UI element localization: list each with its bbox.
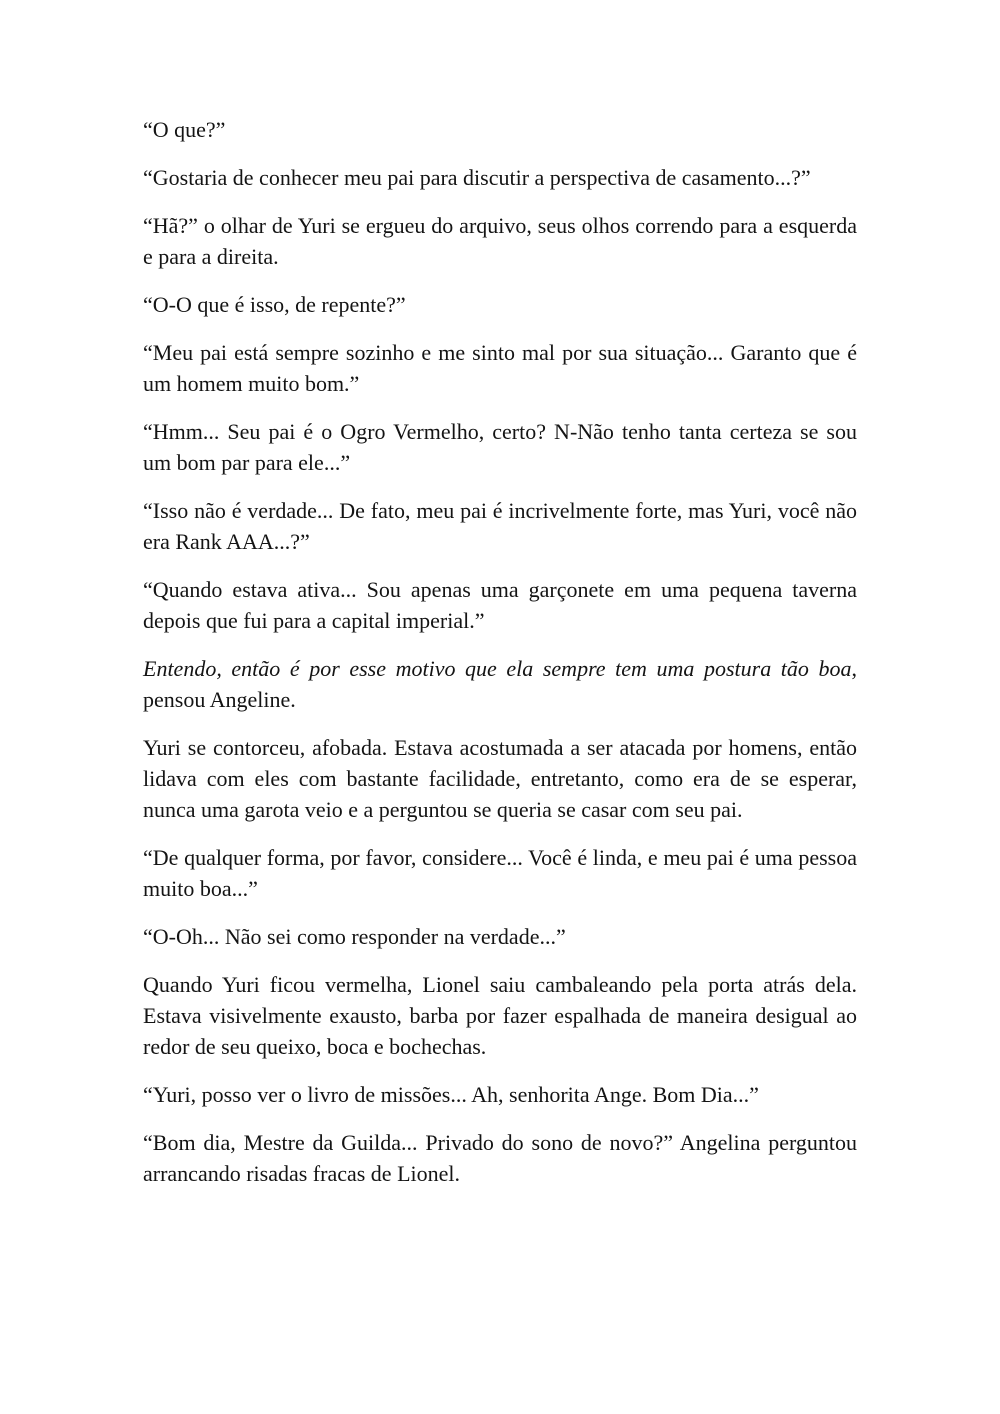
paragraph: “Bom dia, Mestre da Guilda... Privado do sono de novo?” Angelina perguntou arrancando risadas fracas de Lionel. bbox=[143, 1130, 857, 1186]
paragraph: “O que?” bbox=[143, 117, 226, 142]
thought-attribution: , pensou Angeline. bbox=[143, 656, 857, 712]
paragraph: “Gostaria de conhecer meu pai para discutir a perspectiva de casamento...?” bbox=[143, 165, 811, 190]
paragraph: “De qualquer forma, por favor, considere... Você é linda, e meu pai é uma pessoa muito boa...” bbox=[143, 845, 857, 901]
paragraph: Quando Yuri ficou vermelha, Lionel saiu cambaleando pela porta atrás dela. Estava visivelmente exausto, barba por fazer espalhada de maneira desigual ao redor de seu queixo, boca e bochechas. bbox=[143, 972, 857, 1059]
paragraph: “Quando estava ativa... Sou apenas uma garçonete em uma pequena taverna depois que fui para a capital imperial.” bbox=[143, 577, 857, 633]
paragraph: “Yuri, posso ver o livro de missões... Ah, senhorita Ange. Bom Dia...” bbox=[143, 1082, 759, 1107]
paragraph: “Hmm... Seu pai é o Ogro Vermelho, certo? N-Não tenho tanta certeza se sou um bom par para ele...” bbox=[143, 419, 857, 475]
paragraph: “Meu pai está sempre sozinho e me sinto mal por sua situação... Garanto que é um homem muito bom.” bbox=[143, 340, 857, 396]
paragraph: “Hã?” o olhar de Yuri se ergueu do arquivo, seus olhos correndo para a esquerda e para a direita. bbox=[143, 213, 857, 269]
paragraph: “O-O que é isso, de repente?” bbox=[143, 292, 406, 317]
paragraph: “Isso não é verdade... De fato, meu pai é incrivelmente forte, mas Yuri, você não era Rank AAA...?” bbox=[143, 498, 857, 554]
paragraph-italic-thought bbox=[143, 653, 857, 715]
document-page bbox=[143, 114, 857, 1206]
paragraph: “O-Oh... Não sei como responder na verdade...” bbox=[143, 924, 566, 949]
italic-thought-text: Entendo, então é por esse motivo que ela sempre tem uma postura tão boa bbox=[143, 656, 852, 681]
paragraph: Yuri se contorceu, afobada. Estava acostumada a ser atacada por homens, então lidava com eles com bastante facilidade, entretanto, como era de se esperar, nunca uma garota veio e a perguntou se queria se casar com seu pai. bbox=[143, 735, 857, 822]
